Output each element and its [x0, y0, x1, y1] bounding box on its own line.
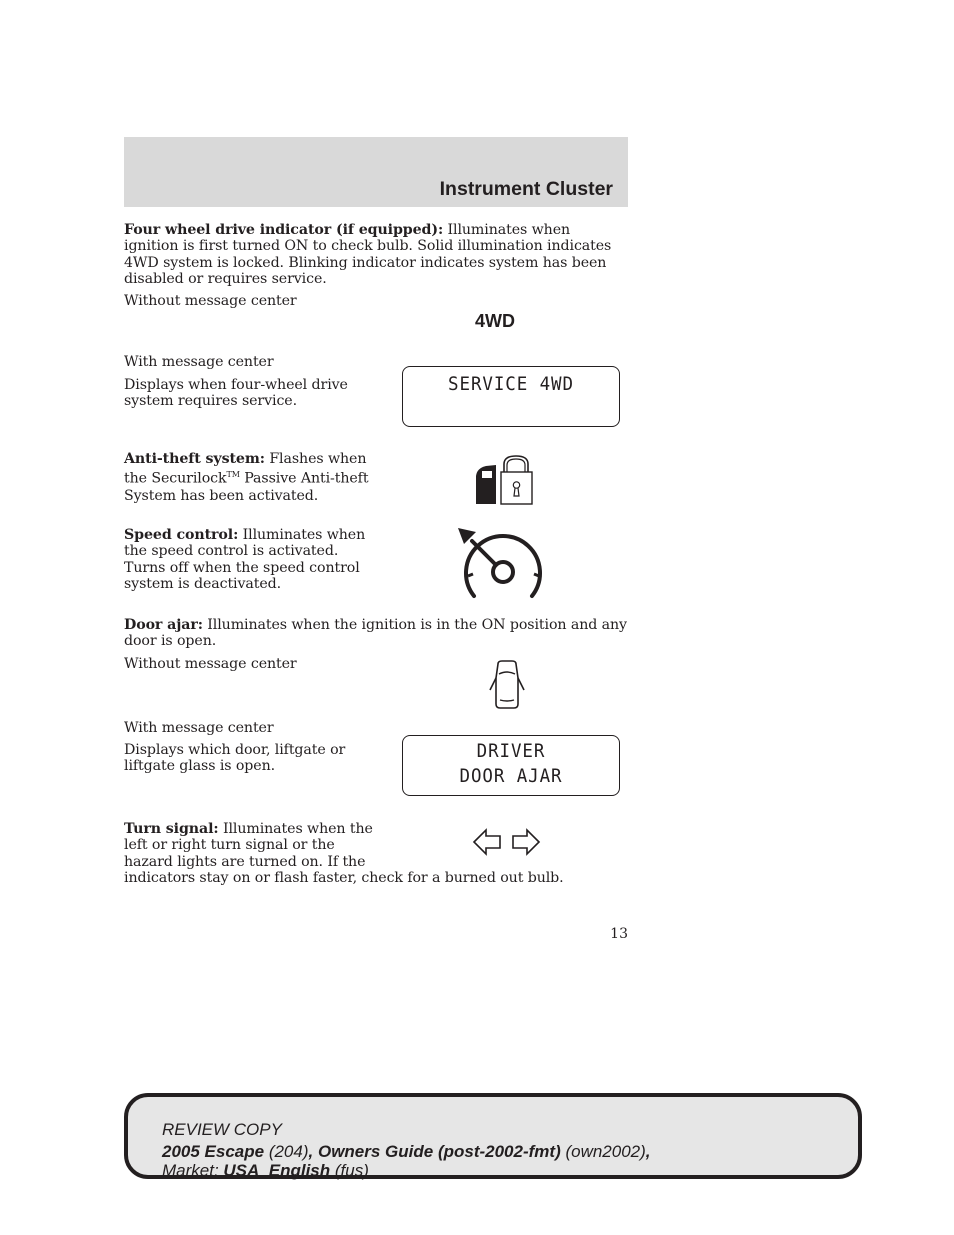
turn-signal-text-a: Illuminates when the left or right turn signal or the hazard lights are turned on. If the: [124, 821, 373, 870]
anti-theft-lock-icon: [474, 454, 536, 508]
door-ajar-car-icon: [488, 660, 526, 710]
four-wd-paragraph: [124, 222, 628, 288]
footer-market: USA_English: [223, 1161, 331, 1180]
trademark-mark: TM: [226, 470, 240, 480]
right-arrow-icon: [511, 827, 541, 857]
footer-market-code: (fus): [330, 1161, 369, 1180]
review-copy-label: REVIEW COPY: [162, 1120, 282, 1139]
page-number: 13: [610, 926, 628, 942]
section-title: Instrument Cluster: [439, 178, 613, 200]
footer-market-line: [162, 1161, 369, 1180]
turn-signal-paragraph: [124, 821, 374, 870]
door-ajar-display-line1: DRIVER: [476, 740, 546, 762]
door-ajar-text: Illuminates when the ignition is in the ON position and any door is open.: [124, 617, 627, 650]
footer-model: 2005 Escape: [162, 1142, 265, 1161]
footer-model-line: [162, 1142, 651, 1161]
door-ajar-paragraph: [124, 617, 628, 650]
review-copy-box: [124, 1093, 862, 1179]
four-wd-without-mc-label: Without message center: [124, 293, 297, 309]
door-ajar-display: [402, 735, 620, 796]
four-wd-heading: Four wheel drive indicator (if equipped):: [124, 222, 444, 238]
footer-guide-code: (own2002): [560, 1142, 646, 1161]
anti-theft-paragraph: [124, 451, 374, 504]
speed-control-paragraph: [124, 527, 376, 593]
door-ajar-display-line2: DOOR AJAR: [459, 765, 563, 787]
anti-theft-heading: Anti-theft system:: [124, 451, 265, 467]
anti-theft-text-a: Flashes when the Securilock: [124, 451, 367, 488]
footer-sep2: ,: [645, 1142, 651, 1161]
door-ajar-heading: Door ajar:: [124, 617, 203, 633]
door-ajar-with-mc-label: With message center: [124, 720, 274, 736]
door-ajar-mc-description: Displays which door, liftgate or liftgate glass is open.: [124, 742, 346, 775]
left-arrow-icon: [472, 827, 502, 857]
door-ajar-without-mc-label: Without message center: [124, 656, 297, 672]
anti-theft-text-b: Passive Anti-theft System has been activated.: [124, 471, 369, 504]
footer-guide: Owners Guide (post-2002-fmt): [317, 1142, 561, 1161]
footer-market-label: Market:: [162, 1161, 224, 1180]
four-wd-icon: 4WD: [475, 311, 515, 331]
four-wd-with-mc-label: With message center: [124, 354, 274, 370]
service-4wd-display-text: SERVICE 4WD: [448, 373, 574, 395]
four-wd-text: Illuminates when ignition is first turned ON to check bulb. Solid illumination indicates 4WD system is locked. Blinking indicator indicates system has been disabled or requires service.: [124, 222, 612, 288]
footer-model-code: (204): [264, 1142, 309, 1161]
four-wd-mc-description: Displays when four-wheel drive system requires service.: [124, 377, 348, 410]
footer-sep1: ,: [308, 1142, 318, 1161]
speed-control-text: Illuminates when the speed control is activated. Turns off when the speed control system is deactivated.: [124, 527, 366, 593]
speed-control-icon: [456, 524, 546, 604]
section-header: [124, 137, 628, 207]
turn-signal-heading: Turn signal:: [124, 821, 219, 837]
turn-signal-text-b: indicators stay on or flash faster, check for a burned out bulb.: [124, 870, 564, 886]
speed-control-heading: Speed control:: [124, 527, 239, 543]
service-4wd-display: [402, 366, 620, 427]
